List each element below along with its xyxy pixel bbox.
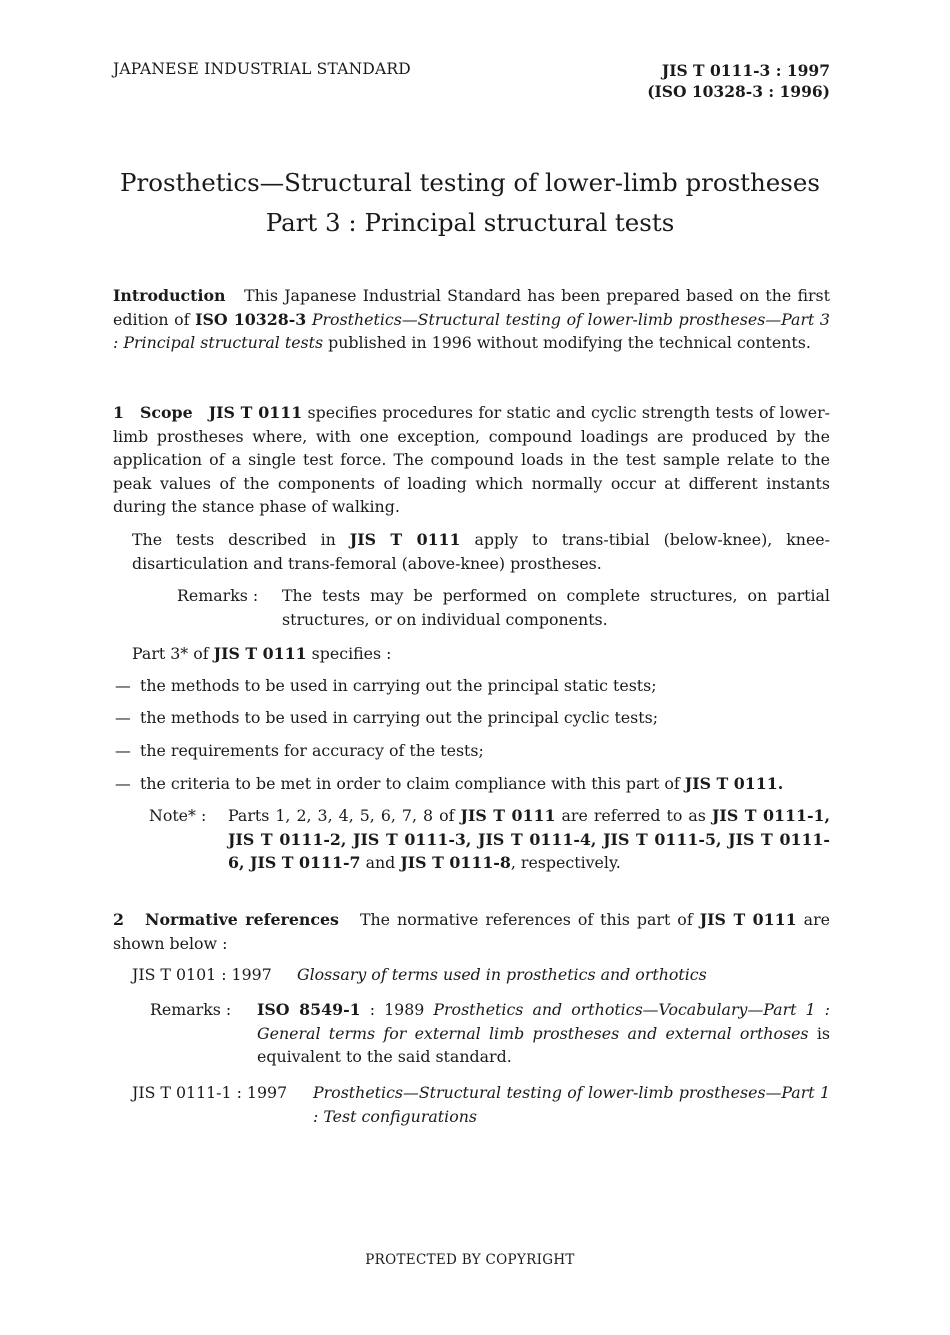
list-item-text: the requirements for accuracy of the tests; xyxy=(140,741,484,760)
iso-reference: ISO 10328-3 xyxy=(195,309,307,329)
iso-title: Prosthetics and orthotics—Vocabulary—Part 1 : General terms for external limb prostheses and external orthoses xyxy=(257,1000,830,1043)
text: The tests described in xyxy=(132,530,336,549)
normative-references-paragraph xyxy=(113,908,830,955)
document-subtitle: Part 3 : Principal structural tests xyxy=(265,208,675,237)
reference-code: JIS T 0111-1 : 1997 xyxy=(132,1083,288,1102)
list-item xyxy=(115,772,830,795)
iso-reference: ISO 8549-1 xyxy=(257,1000,361,1019)
introduction-paragraph xyxy=(113,284,830,355)
dash: — xyxy=(115,676,131,695)
introduction-label: Introduction xyxy=(113,286,226,305)
jis-part-list: JIS T 0111-1, JIS T 0111-2, JIS T 0111-3, JIS T 0111-4, JIS T 0111-5, JIS T 0111-6, JIS T 0111-7 xyxy=(228,806,830,872)
text: specifies : xyxy=(311,644,392,663)
dash: — xyxy=(115,708,131,727)
dash: — xyxy=(115,774,131,793)
jis-reference: JIS T 0111 xyxy=(460,806,556,825)
iso-number: (ISO 10328-3 : 1996) xyxy=(647,82,830,101)
note-text xyxy=(228,804,830,875)
reference-code: JIS T 0101 : 1997 xyxy=(132,965,272,984)
remarks-text: The tests may be performed on complete structures, on partial structures, or on individual components. xyxy=(282,586,830,629)
document-title: Prosthetics—Structural testing of lower-limb prostheses xyxy=(120,168,820,197)
scope-heading: Scope xyxy=(139,403,193,422)
text: Parts 1, 2, 3, 4, 5, 6, 7, 8 of xyxy=(228,806,455,825)
list-item-text: the methods to be used in carrying out the principal cyclic tests; xyxy=(140,708,659,727)
text: Part 3* of xyxy=(132,644,209,663)
part3-specifies-paragraph xyxy=(132,642,830,666)
dash: — xyxy=(115,741,131,760)
standard-type-header: JAPANESE INDUSTRIAL STANDARD xyxy=(113,60,411,78)
text: : 1989 xyxy=(369,1000,425,1019)
text: and xyxy=(365,853,396,872)
scope-text: specifies procedures for static and cyclic strength tests of lower-limb prostheses where, with one exception, compound loadings are produced by the application of a single test force. The compound loads in the test sample relate to the peak values of the components of loading which normally occur at different instants during the stance phase of walking. xyxy=(113,403,830,516)
copyright-footer: PROTECTED BY COPYRIGHT xyxy=(365,1252,575,1268)
list-item xyxy=(115,674,830,697)
list-item xyxy=(115,706,830,729)
introduction-text-end: published in 1996 without modifying the technical contents. xyxy=(328,333,811,352)
normative-heading: Normative references xyxy=(145,910,339,929)
scope-paragraph xyxy=(113,401,830,519)
text: apply to trans-tibial (below-knee), knee-disarticulation and trans-femoral (above-knee) prostheses. xyxy=(132,530,830,573)
jis-reference: JIS T 0111 xyxy=(699,910,797,929)
text: are shown below : xyxy=(113,910,830,953)
jis-number: JIS T 0111-3 : 1997 xyxy=(661,61,830,80)
list-item-text: the criteria to be met in order to claim compliance with this part of xyxy=(140,774,680,793)
standard-number-header xyxy=(647,60,830,102)
section-number: 2 xyxy=(113,910,124,929)
text: are referred to as xyxy=(561,806,706,825)
remarks-text xyxy=(257,998,830,1069)
jis-reference: JIS T 0111. xyxy=(684,774,784,793)
note-label: Note* : xyxy=(149,806,207,825)
text: The normative references of this part of xyxy=(359,910,693,929)
introduction-text: This Japanese Industrial Standard has been prepared based on the first edition of xyxy=(113,286,830,329)
jis-reference: JIS T 0111-8 xyxy=(400,853,511,872)
list-item xyxy=(115,739,830,762)
reference-title: Glossary of terms used in prosthetics and orthotics xyxy=(297,965,707,984)
jis-reference: JIS T 0111 xyxy=(208,403,303,422)
remarks-label: Remarks : xyxy=(177,586,259,605)
text: is equivalent to the said standard. xyxy=(257,1023,830,1066)
reference-title: Prosthetics—Structural testing of lower-limb prostheses—Part 1 : Test configurations xyxy=(313,1083,830,1126)
scope-applicability-paragraph xyxy=(132,528,830,575)
section-number: 1 xyxy=(113,403,124,422)
jis-reference: JIS T 0111 xyxy=(349,530,461,549)
text: , respectively. xyxy=(510,853,621,872)
iso-title: Prosthetics—Structural testing of lower-limb prostheses—Part 3 : Principal structural tests xyxy=(113,309,830,352)
jis-reference: JIS T 0111 xyxy=(213,644,307,663)
list-item-text: the methods to be used in carrying out the principal static tests; xyxy=(140,676,657,695)
remarks-label: Remarks : xyxy=(150,1000,232,1019)
